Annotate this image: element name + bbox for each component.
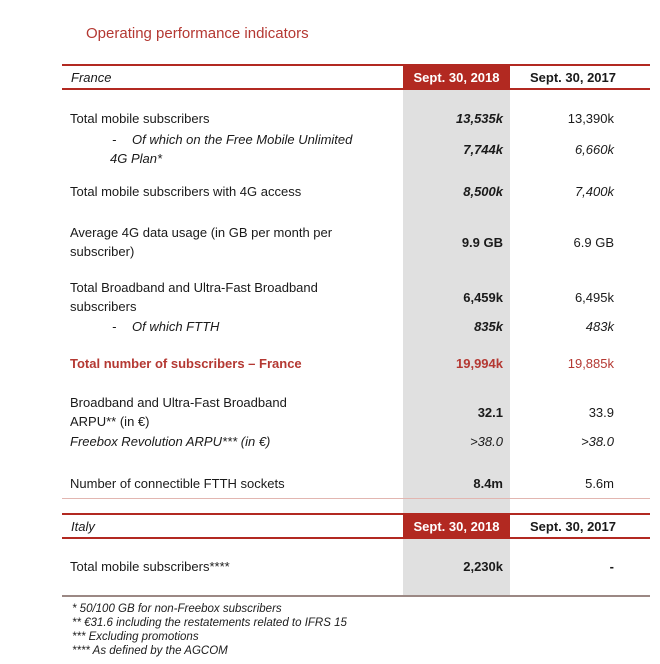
row-label: Average 4G data usage (in GB per month per subscriber)	[70, 225, 333, 259]
table-row	[62, 109, 650, 128]
value-2017: 13,390k	[567, 111, 614, 126]
value-2018: 13,535k	[456, 111, 503, 126]
row-label: Total mobile subscribers****	[70, 559, 230, 574]
table-row	[62, 278, 650, 316]
value-2017: 33.9	[588, 404, 614, 420]
value-2018: 19,994k	[456, 356, 503, 371]
value-2017: >38.0	[581, 434, 614, 449]
france-section-header	[62, 64, 650, 90]
row-label: Total mobile subscribers	[70, 111, 210, 126]
row-label	[62, 130, 403, 168]
value-2018: 835k	[474, 319, 503, 334]
table-row	[62, 557, 650, 576]
value-2018: 32.1	[477, 404, 503, 420]
value-2018: 9.9 GB	[461, 234, 503, 250]
operating-indicators-table	[62, 64, 650, 597]
italy-section-header	[62, 513, 650, 539]
column-header-sept-30-2017: Sept. 30, 2017	[530, 518, 616, 534]
section-label-france: France	[71, 69, 112, 85]
value-2017: -	[609, 559, 614, 574]
row-label-text: Of which on the Free Mobile Unlimited 4G Plan*	[110, 132, 353, 166]
list-dash: -	[112, 319, 117, 334]
row-label-text: Of which FTTH	[132, 319, 220, 334]
value-2018: 8.4m	[473, 476, 503, 491]
france-rows	[62, 109, 650, 493]
row-label: Total mobile subscribers with 4G access	[70, 184, 302, 199]
value-2018: 8,500k	[463, 184, 503, 199]
list-dash: -	[112, 132, 117, 147]
section-label-italy: Italy	[71, 518, 95, 534]
value-2017: 6,660k	[574, 141, 614, 157]
value-2017: 19,885k	[567, 356, 614, 371]
value-2018: >38.0	[470, 434, 503, 449]
row-label: Freebox Revolution ARPU*** (in €)	[70, 434, 271, 449]
table-row	[62, 317, 650, 336]
table-row-total	[62, 354, 650, 373]
value-2018: 7,744k	[463, 141, 503, 157]
table-row	[62, 182, 650, 201]
footnote-line: ** €31.6 including the restatements related to IFRS 15	[72, 617, 347, 629]
page-title: Operating performance indicators	[86, 25, 309, 42]
row-label: Total number of subscribers – France	[70, 356, 302, 371]
row-label: Broadband and Ultra-Fast Broadband ARPU** (in €)	[70, 395, 287, 429]
footnotes	[72, 602, 660, 658]
table-row	[62, 130, 650, 168]
value-2017: 5.6m	[585, 476, 614, 491]
report-page	[0, 25, 660, 658]
row-label: Total Broadband and Ultra-Fast Broadband subscribers	[70, 280, 318, 314]
column-header-sept-30-2018: Sept. 30, 2018	[403, 66, 510, 88]
value-2017: 6,495k	[574, 289, 614, 305]
italy-rows	[62, 557, 650, 576]
table-row	[62, 393, 650, 431]
footnote-line: * 50/100 GB for non-Freebox subscribers	[72, 603, 282, 615]
value-2017: 7,400k	[574, 184, 614, 199]
value-2017: 6.9 GB	[573, 234, 614, 250]
row-label: Number of connectible FTTH sockets	[70, 476, 285, 491]
footnote-line: **** As defined by the AGCOM	[72, 645, 228, 657]
table-row	[62, 474, 650, 493]
footnote-line: *** Excluding promotions	[72, 631, 199, 643]
value-2017: 483k	[585, 319, 614, 334]
table-row	[62, 223, 650, 261]
table-bottom-rule	[62, 595, 650, 597]
value-2018: 2,230k	[463, 559, 503, 574]
table-row	[62, 432, 650, 451]
column-header-sept-30-2018: Sept. 30, 2018	[403, 515, 510, 537]
column-header-sept-30-2017: Sept. 30, 2017	[530, 69, 616, 85]
france-section-divider	[62, 498, 650, 499]
value-2018: 6,459k	[463, 289, 503, 305]
row-label	[62, 317, 403, 336]
